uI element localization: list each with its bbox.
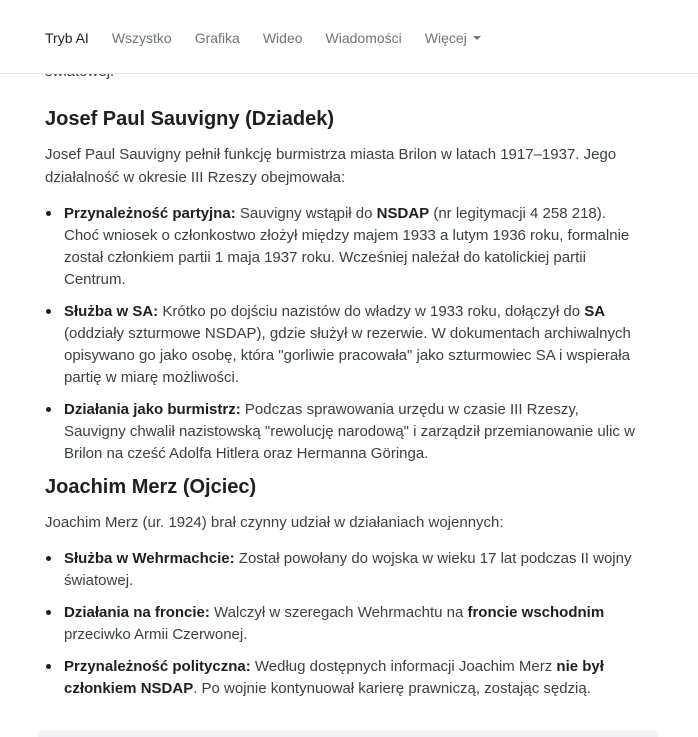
list-item [45, 656, 635, 700]
item-text: Krótko po dojściu nazistów do władzy w 1933 roku, dołączył do [158, 303, 585, 320]
list-merz [45, 548, 635, 700]
item-bold: NSDAP [376, 205, 430, 222]
list-item [45, 203, 635, 291]
item-text: (oddziały szturmowe NSDAP), gdzie służył w rezerwie. W dokumentach archiwalnych opisywano go jako osobę, która "gorliwie pracowała" jako szturmowiec SA i wspierała partię w miarę możliwości. [64, 325, 631, 386]
item-text: (nr legitymacji 4 258 218). Choć wniosek o członkostwo złożył między majem 1933 a lutym 1936 roku, formalnie został członkiem partii 1 maja 1937 roku. Wcześniej należał do katolickiej partii Centrum. [64, 205, 630, 288]
list-sauvigny [45, 203, 635, 465]
item-label: Przynależność partyjna: [64, 205, 236, 222]
search-nav-bar [0, 0, 698, 74]
tab-videos[interactable]: Wideo [262, 30, 303, 46]
item-text: przeciwko Armii Czerwonej. [64, 626, 248, 643]
item-label: Przynależność polityczna: [64, 658, 251, 675]
chevron-down-icon [473, 36, 481, 40]
item-text: Został powołany do wojska w wieku 17 lat podczas II wojny światowej. [64, 550, 632, 589]
item-bold: froncie wschodnim [467, 604, 605, 621]
tab-more-label: Więcej [424, 30, 467, 46]
list-item [45, 548, 635, 592]
section-title-sauvigny: Josef Paul Sauvigny (Dziadek) [45, 108, 334, 130]
item-text: Według dostępnych informacji Joachim Merz [250, 658, 557, 675]
item-label: Działania na froncie: [64, 604, 210, 621]
list-item [45, 602, 635, 646]
item-bold: SA [584, 303, 606, 320]
tab-more[interactable] [425, 29, 481, 47]
section-intro-merz: Joachim Merz (ur. 1924) brał czynny udział w działaniach wojennych: [45, 514, 504, 531]
item-label: Służba w Wehrmachcie: [64, 550, 235, 567]
item-label: Służba w SA: [64, 303, 159, 320]
list-item [45, 301, 635, 389]
item-label: Działania jako burmistrz: [64, 401, 241, 418]
item-text: Walczył w szeregach Wehrmachtu na [209, 604, 468, 621]
search-tabs [45, 29, 504, 47]
list-item [45, 399, 635, 465]
item-text: Sauvigny wstąpił do [235, 205, 377, 222]
item-text: . Po wojnie kontynuował karierę prawniczą, zostając sędzią. [193, 680, 591, 697]
item-bold: nie był członkiem NSDAP [64, 658, 604, 697]
tab-images[interactable]: Grafika [194, 30, 240, 46]
tab-news[interactable]: Wiadomości [325, 30, 402, 46]
next-card-edge [38, 730, 658, 737]
section-intro-sauvigny: Josef Paul Sauvigny pełnił funkcję burmistrza miasta Brilon w latach 1917–1937. Jego działalność w okresie III Rzeszy obejmowała: [45, 146, 617, 186]
tab-all[interactable]: Wszystko [111, 30, 172, 46]
item-text: Podczas sprawowania urzędu w czasie III Rzeszy, Sauvigny chwalił nazistowską "rewolucję narodową" i zarządził przemianowanie ulic w Brilon na cześć Adolfa Hitlera oraz Hermanna Göringa. [64, 401, 635, 462]
tab-ai-mode[interactable]: Tryb AI [45, 30, 89, 46]
section-title-merz: Joachim Merz (Ojciec) [45, 476, 257, 498]
